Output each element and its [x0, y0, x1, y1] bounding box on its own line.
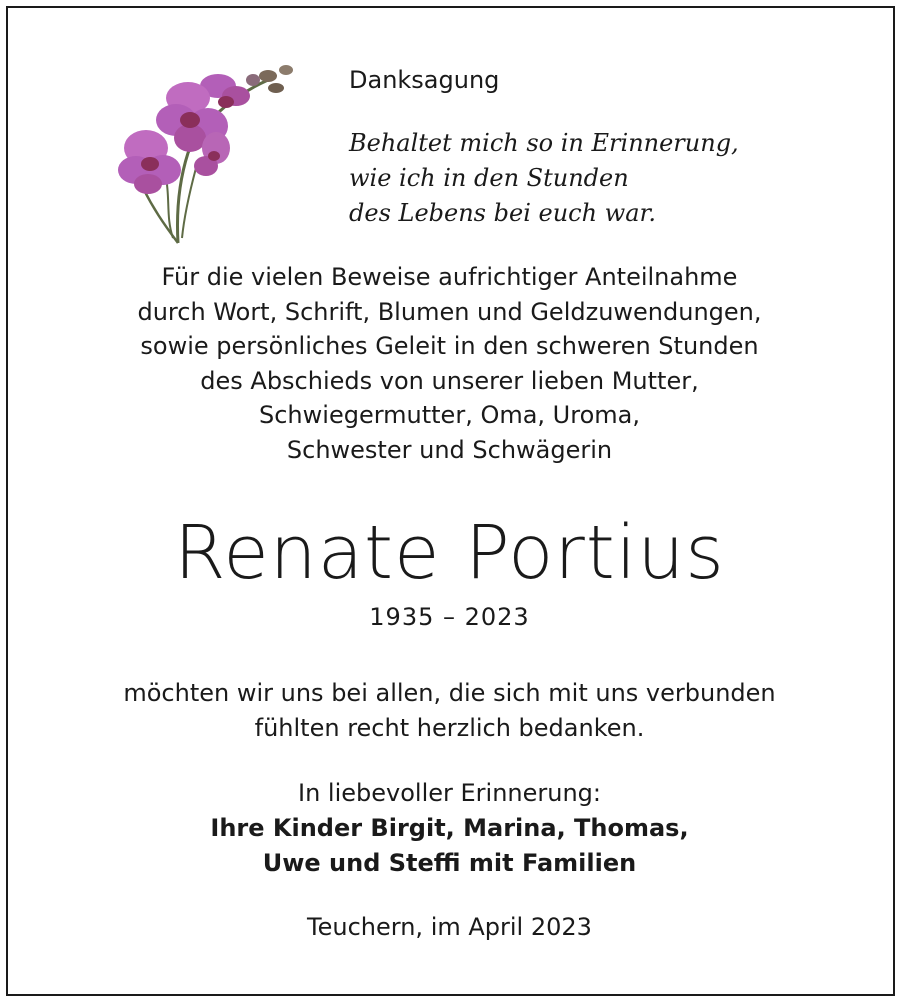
life-years: 1935 – 2023 — [369, 603, 530, 631]
intro-line: durch Wort, Schrift, Blumen und Geldzuwendungen, — [137, 297, 762, 326]
intro-line: Für die vielen Beweise aufrichtiger Anteilnahme — [161, 263, 738, 291]
intro-line: sowie persönliches Geleit in den schweren Stunden — [140, 332, 759, 360]
signature-block — [0, 776, 899, 881]
closing-paragraph — [0, 676, 899, 746]
deceased-name: Renate Portius — [174, 510, 725, 596]
closing-line: möchten wir uns bei allen, die sich mit uns verbunden — [123, 679, 776, 707]
closing-line: fühlten recht herzlich bedanken. — [254, 714, 645, 742]
intro-line: Schwiegermutter, Oma, Uroma, — [259, 401, 640, 429]
intro-line: des Abschieds von unserer lieben Mutter, — [200, 366, 699, 395]
signature-intro: In liebevoller Erinnerung: — [298, 779, 601, 807]
intro-paragraph — [0, 260, 899, 467]
orchid-flower-icon — [118, 58, 303, 244]
intro-line: Schwester und Schwägerin — [286, 435, 613, 464]
place-and-date: Teuchern, im April 2023 — [307, 913, 592, 941]
memorial-verse — [349, 126, 739, 231]
verse-line: Behaltet mich so in Erinnerung, — [349, 129, 739, 157]
notice-heading: Danksagung — [349, 66, 500, 94]
signature-line: Uwe und Steffi mit Familien — [262, 849, 637, 877]
signature-line: Ihre Kinder Birgit, Marina, Thomas, — [210, 814, 689, 842]
verse-line: wie ich in den Stunden — [349, 164, 629, 192]
verse-line: des Lebens bei euch war. — [349, 199, 656, 227]
